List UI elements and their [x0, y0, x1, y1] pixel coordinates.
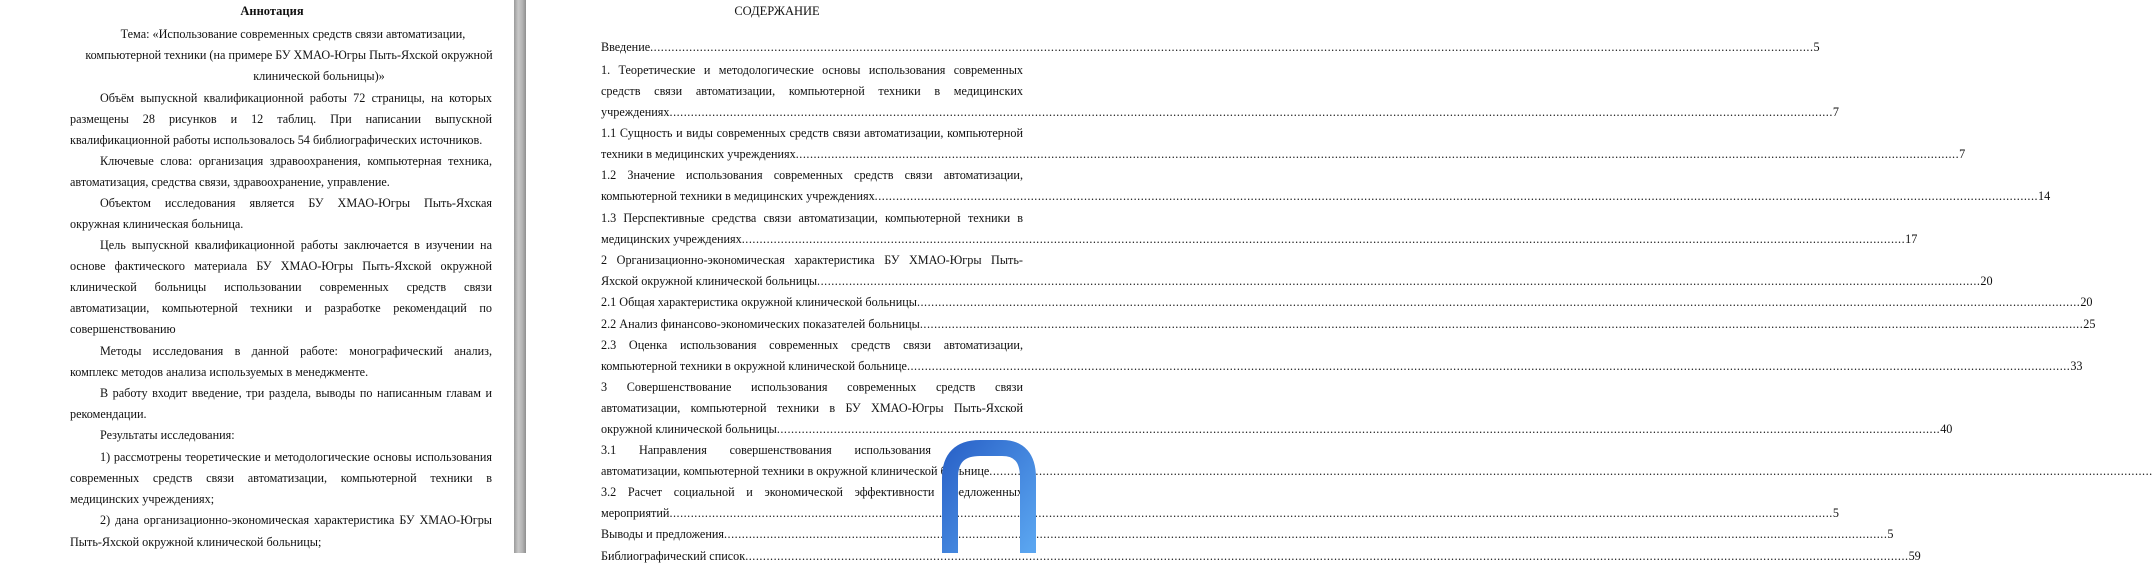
toc-dot-leader	[724, 527, 1887, 541]
annotation-title: Аннотация	[240, 4, 304, 18]
toc-dot-leader	[742, 232, 1905, 246]
toc-entry-title: Введение	[601, 40, 651, 54]
annotation-line: Результаты исследования:	[100, 428, 235, 442]
toc-entry-line: средств связи автоматизации, компьютерной техники в медицинских	[601, 84, 1023, 98]
annotation-line: автоматизация, средства связи, здравоохранение, управление.	[70, 175, 390, 189]
toc-page-number: 59	[1908, 549, 1921, 563]
toc-dot-leader	[817, 274, 1980, 288]
toc-page-number: 7	[1959, 147, 1966, 161]
toc-entry-title: компьютерной техники в медицинских учреждениях	[601, 189, 875, 203]
contents-title: СОДЕРЖАНИЕ	[734, 4, 820, 18]
toc-dot-leader	[920, 317, 2083, 331]
toc-dot-leader	[777, 422, 1940, 436]
annotation-line: Объём выпускной квалификационной работы 72 страницы, на которых	[100, 91, 492, 105]
toc-entry-title: 2.2 Анализ финансово-экономических показателей больницы	[601, 317, 920, 331]
annotation-line: компьютерной техники (на примере БУ ХМАО-Югры Пыть-Яхской окружной	[85, 48, 493, 62]
toc-page-number: 5	[1832, 506, 1839, 520]
toc-entry-last-line	[601, 317, 2096, 331]
toc-page-number: 17	[1905, 232, 1918, 246]
annotation-line: современных средств связи автоматизации, компьютерной техники в	[70, 471, 492, 485]
toc-entry-last-line	[601, 422, 1953, 436]
annotation-line: 1) рассмотрены теоретические и методологические основы использования	[100, 450, 492, 464]
toc-page-number: 14	[2038, 189, 2051, 203]
toc-entry-last-line	[601, 359, 2083, 373]
toc-entry-last-line	[601, 40, 1820, 54]
toc-entry-title: учреждениях	[601, 105, 670, 119]
toc-entry-line: 2.3 Оценка использования современных средств связи автоматизации,	[601, 338, 1023, 352]
toc-entry-line: 3.1 Направления совершенствования использования современных	[601, 443, 1023, 457]
annotation-line: основе фактического материала БУ ХМАО-Югры Пыть-Яхской окружной	[70, 259, 492, 273]
annotation-line: медицинских учреждениях;	[70, 492, 215, 506]
toc-entry-title: 2.1 Общая характеристика окружной клинической больницы	[601, 295, 917, 309]
toc-dot-leader	[917, 295, 2080, 309]
annotation-line: В работу входит введение, три раздела, выводы по написанным главам и	[100, 386, 492, 400]
toc-page-number: 5	[1813, 40, 1820, 54]
toc-entry-line: 3.2 Расчет социальной и экономической эффективности предложенных	[601, 485, 1023, 499]
toc-page-number: 40	[1940, 422, 1953, 436]
annotation-line: Тема: «Использование современных средств связи автоматизации,	[120, 27, 466, 41]
toc-page-number: 33	[2070, 359, 2083, 373]
toc-entry-last-line	[601, 274, 1993, 288]
toc-dot-leader	[650, 40, 1813, 54]
annotation-line: окружная клиническая больница.	[70, 217, 244, 231]
annotation-line: комплекс методов анализа используемых в менеджменте.	[70, 365, 369, 379]
page-gutter	[514, 0, 526, 553]
annotation-line: Пыть-Яхской окружной клинической больницы;	[70, 535, 322, 549]
annotation-line: Методы исследования в данной работе: монографический анализ,	[100, 344, 492, 358]
toc-entry-title: Выводы и предложения	[601, 527, 724, 541]
toc-entry-title: автоматизации, компьютерной техники в окружной клинической больнице	[601, 464, 990, 478]
toc-dot-leader	[875, 189, 2038, 203]
toc-dot-leader	[907, 359, 2070, 373]
toc-dot-leader	[796, 147, 1959, 161]
annotation-line: автоматизации, компьютерной техники и разработке рекомендаций по	[70, 301, 492, 315]
toc-entry-title: Библиографический список	[601, 549, 746, 563]
toc-dot-leader	[989, 464, 2152, 478]
annotation-line: Объектом исследования является БУ ХМАО-Югры Пыть-Яхская	[100, 196, 492, 210]
toc-dot-leader	[669, 506, 1832, 520]
toc-entry-title: компьютерной техники в окружной клинической больнице	[601, 359, 907, 373]
toc-entry-line: 1.1 Сущность и виды современных средств связи автоматизации, компьютерной	[601, 126, 1023, 140]
toc-dot-leader	[670, 105, 1833, 119]
toc-entry-last-line	[601, 295, 2093, 309]
toc-entry-line: автоматизации, компьютерной техники в БУ ХМАО-Югры Пыть-Яхской	[601, 401, 1023, 415]
toc-entry-last-line	[601, 147, 1966, 161]
annotation-line: Цель выпускной квалификационной работы заключается в изучении на	[100, 238, 492, 252]
toc-entry-last-line	[601, 232, 1918, 246]
toc-page-number: 7	[1832, 105, 1839, 119]
toc-entry-last-line	[601, 105, 1839, 119]
annotation-line: клинической больницы использовании современных средств связи	[70, 280, 492, 294]
toc-entry-title: техники в медицинских учреждениях	[601, 147, 796, 161]
toc-page-number: 20	[1980, 274, 1993, 288]
toc-page-number: 5	[1887, 527, 1894, 541]
annotation-line: Ключевые слова: организация здравоохранения, компьютерная техника,	[100, 154, 492, 168]
toc-page-number: 25	[2083, 317, 2096, 331]
annotation-line: совершенствованию	[70, 322, 176, 336]
toc-entry-title: Яхской окружной клинической больницы	[601, 274, 818, 288]
toc-entry-last-line	[601, 189, 2051, 203]
toc-entry-line: 3 Совершенствование использования современных средств связи	[601, 380, 1023, 394]
annotation-line: размещены 28 рисунков и 12 таблиц. При написании выпускной	[70, 112, 492, 126]
toc-entry-title: медицинских учреждениях	[601, 232, 742, 246]
annotation-page	[0, 0, 514, 553]
toc-entry-title: мероприятий	[601, 506, 670, 520]
annotation-line: клинической больницы)»	[253, 69, 385, 83]
logo-icon	[942, 438, 1032, 553]
toc-entry-line: 1. Теоретические и методологические основы использования современных	[601, 63, 1023, 77]
toc-entry-line: 2 Организационно-экономическая характеристика БУ ХМАО-Югры Пыть-	[601, 253, 1023, 267]
toc-dot-leader	[745, 549, 1908, 563]
toc-entry-line: 1.3 Перспективные средства связи автоматизации, компьютерной техники в	[601, 211, 1023, 225]
annotation-line: 2) дана организационно-экономическая характеристика БУ ХМАО-Югры	[100, 513, 492, 527]
toc-page-number: 20	[2080, 295, 2093, 309]
annotation-line: рекомендации.	[70, 407, 147, 421]
toc-entry-title: окружной клинической больницы	[601, 422, 777, 436]
toc-entry-line: 1.2 Значение использования современных средств связи автоматизации,	[601, 168, 1023, 182]
annotation-line: квалификационной работы использовалось 54 библиографических источников.	[70, 133, 483, 147]
